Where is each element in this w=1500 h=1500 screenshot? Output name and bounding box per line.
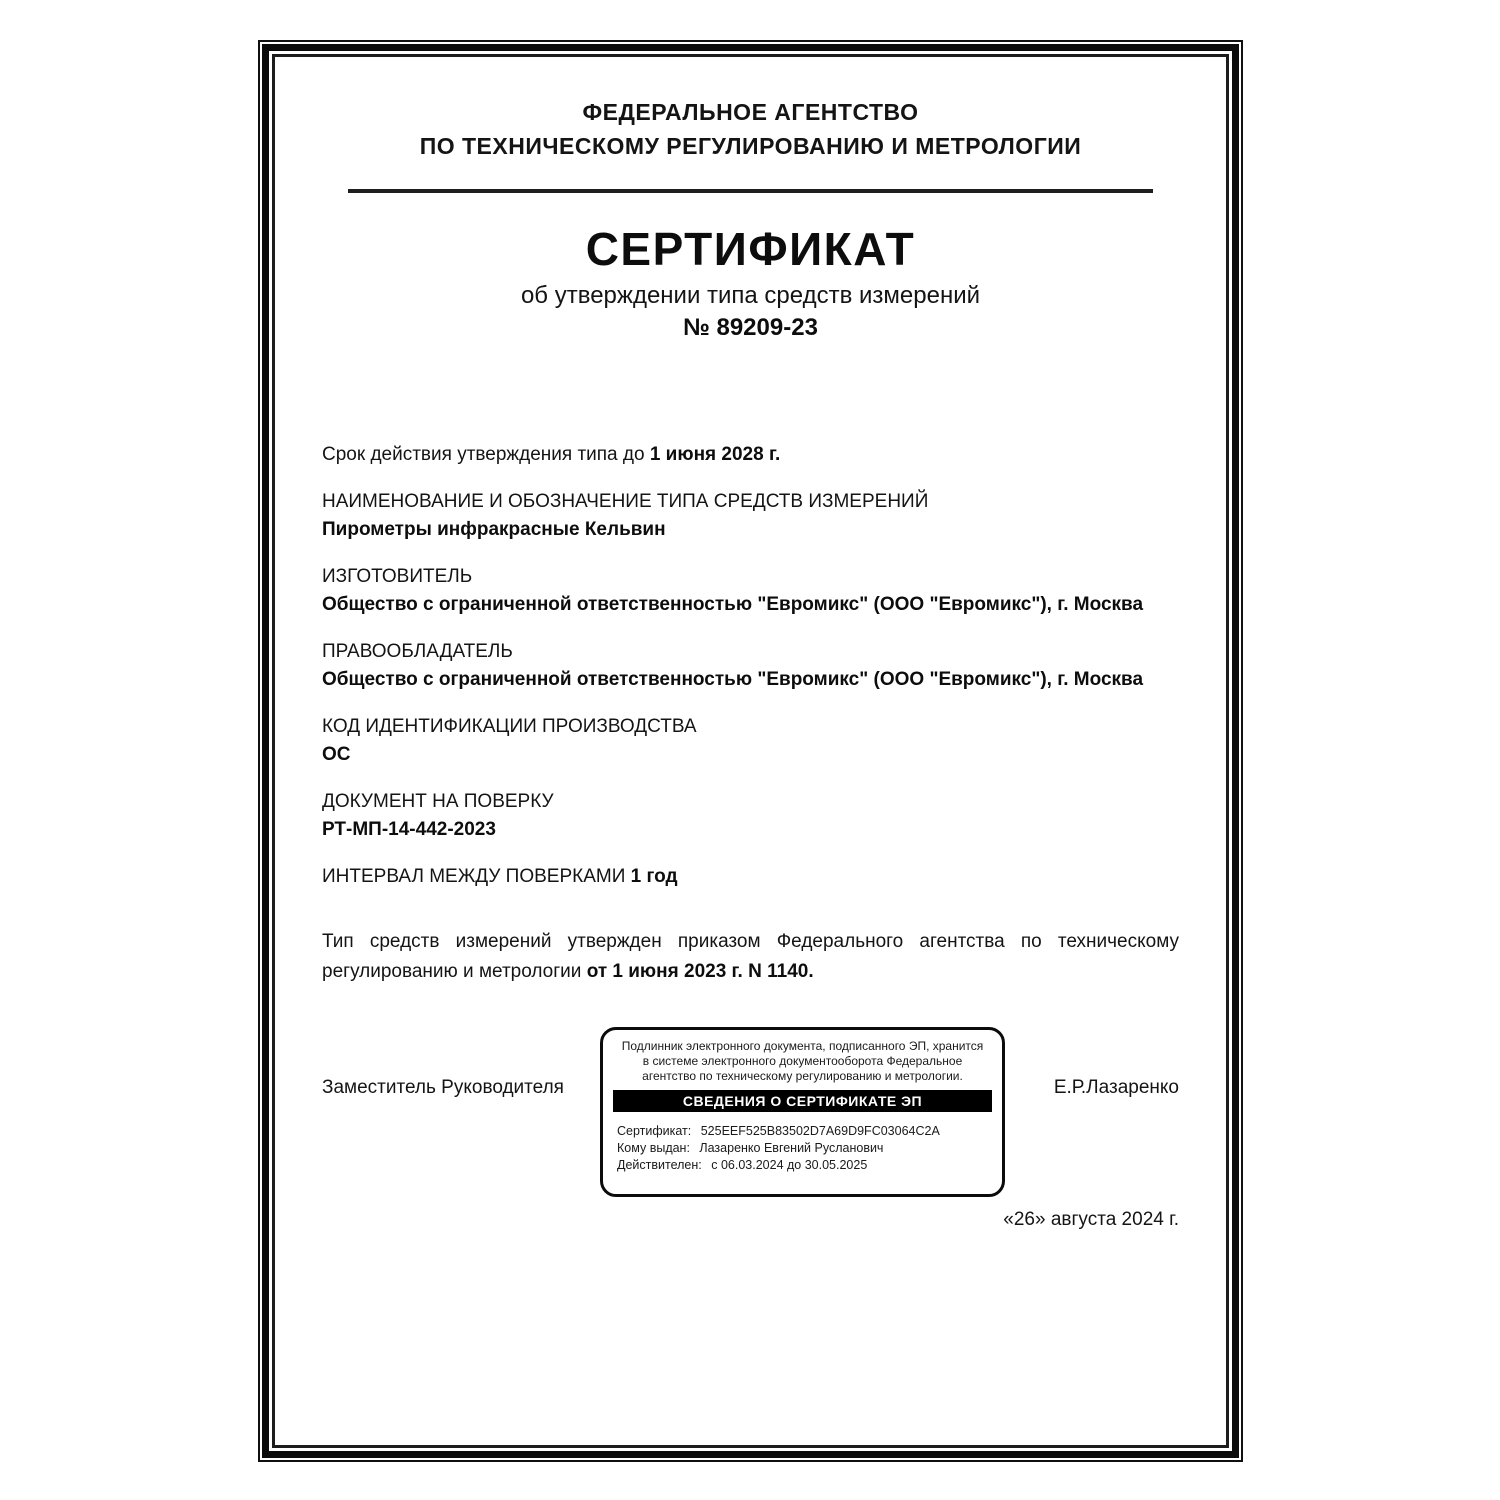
certificate-frame-inner <box>272 54 1229 1448</box>
stamp-description: Подлинник электронного документа, подписанного ЭП, хранится в системе электронного документооборота Федеральное агентство по техническому регулированию и метрологии. <box>621 1039 984 1083</box>
agency-name-line2: ПО ТЕХНИЧЕСКОМУ РЕГУЛИРОВАНИЮ И МЕТРОЛОГИИ <box>419 133 1082 159</box>
stamp-cert-value: 525EEF525B83502D7A69D9FC03064C2A <box>700 1124 940 1138</box>
interval-value: 1 год <box>630 866 678 887</box>
manufacturer-label: ИЗГОТОВИТЕЛЬ <box>322 566 473 587</box>
stamp-issued-value: Лазаренко Евгений Русланович <box>699 1141 884 1155</box>
document-title: СЕРТИФИКАТ <box>585 223 916 275</box>
header-divider-rule <box>348 189 1154 193</box>
certificate-number: № 89209-23 <box>683 314 818 341</box>
field-rights-holder <box>322 638 1179 694</box>
rights-holder-value: Общество с ограниченной ответственностью "Евромикс" (ООО "Евромикс"), г. Москва <box>322 669 1144 690</box>
rights-holder-label: ПРАВООБЛАДАТЕЛЬ <box>322 641 513 662</box>
signature-section <box>322 1006 1179 1246</box>
verification-doc-value: РТ-МП-14-442-2023 <box>322 819 496 840</box>
production-code-label: КОД ИДЕНТИФИКАЦИИ ПРОИЗВОДСТВА <box>322 716 697 737</box>
field-type-name <box>322 488 1179 544</box>
field-interval <box>322 863 1179 891</box>
approval-order-ref: от 1 июня 2023 г. N 1140. <box>586 961 814 982</box>
certificate-frame-middle <box>262 44 1239 1458</box>
validity-line <box>322 441 1179 469</box>
production-code-value: ОС <box>322 744 351 765</box>
validity-prefix: Срок действия утверждения типа до <box>322 444 650 465</box>
stamp-valid-label: Действителен: <box>617 1158 702 1172</box>
stamp-cert-row <box>617 1123 992 1140</box>
interval-label: ИНТЕРВАЛ МЕЖДУ ПОВЕРКАМИ <box>322 866 631 887</box>
certificate-content <box>275 95 1226 1448</box>
agency-name-line1: ФЕДЕРАЛЬНОЕ АГЕНТСТВО <box>582 99 919 125</box>
document-subtitle: об утверждении типа средств измерений <box>520 282 981 309</box>
signer-name: Е.Р.Лазаренко <box>1053 1077 1179 1098</box>
type-name-value: Пирометры инфракрасные Кельвин <box>322 519 666 540</box>
manufacturer-value: Общество с ограниченной ответственностью "Евромикс" (ООО "Евромикс"), г. Москва <box>322 594 1144 615</box>
stamp-issued-label: Кому выдан: <box>617 1141 690 1155</box>
signer-position: Заместитель Руководителя <box>322 1077 564 1098</box>
field-manufacturer <box>322 563 1179 619</box>
approval-paragraph <box>322 927 1179 987</box>
verification-doc-label: ДОКУМЕНТ НА ПОВЕРКУ <box>322 791 554 812</box>
certificate-frame-outer <box>258 40 1243 1462</box>
agency-header <box>322 95 1179 163</box>
stamp-bar-title: СВЕДЕНИЯ О СЕРТИФИКАТЕ ЭП <box>613 1090 992 1112</box>
signature-date: «26» августа 2024 г. <box>1003 1209 1179 1230</box>
field-verification-doc <box>322 788 1179 844</box>
stamp-cert-label: Сертификат: <box>617 1124 692 1138</box>
stamp-issued-row <box>617 1140 992 1157</box>
approval-text: Тип средств измерений утвержден приказом Федерального агентства по техническому регулированию и метрологии <box>322 931 1179 982</box>
validity-date: 1 июня 2028 г. <box>649 444 781 465</box>
type-name-label: НАИМЕНОВАНИЕ И ОБОЗНАЧЕНИЕ ТИПА СРЕДСТВ ИЗМЕРЕНИЙ <box>322 491 929 512</box>
digital-signature-stamp <box>600 1027 1005 1197</box>
stamp-valid-value: с 06.03.2024 до 30.05.2025 <box>711 1158 868 1172</box>
stamp-info <box>613 1123 992 1174</box>
stamp-valid-row <box>617 1157 992 1174</box>
field-production-code <box>322 713 1179 769</box>
